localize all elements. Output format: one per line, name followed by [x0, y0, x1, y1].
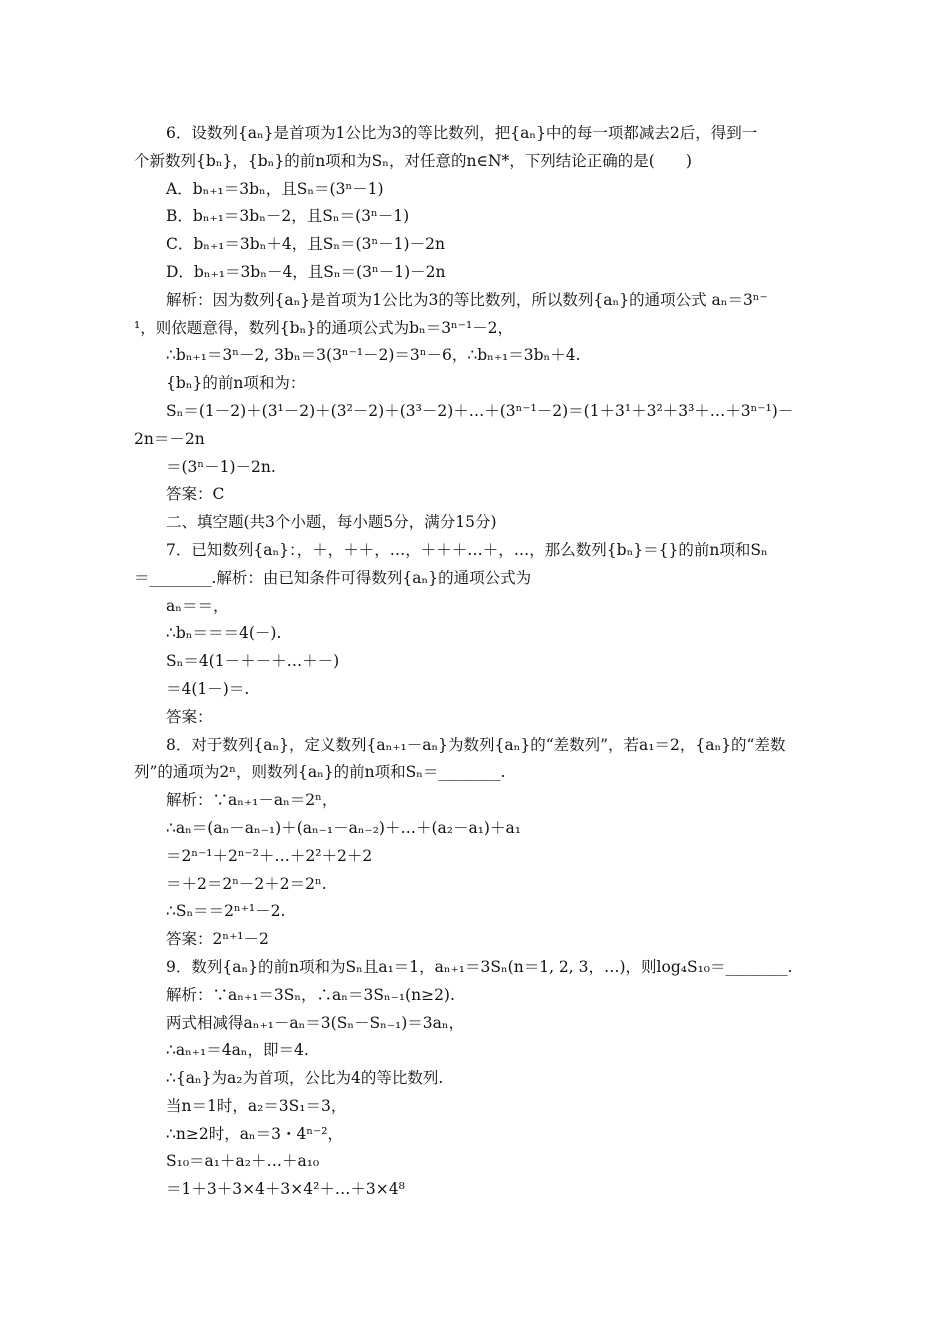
text-line: 解析：∵aₙ₊₁－aₙ＝2ⁿ，: [166, 791, 338, 810]
text-line: ∴aₙ₊₁＝4aₙ，即＝4.: [166, 1041, 309, 1060]
text-line: 解析：因为数列{aₙ}是首项为1公比为3的等比数列，所以数列{aₙ}的通项公式 aₙ＝3ⁿ⁻: [166, 290, 768, 309]
text-line: 当n＝1时，a₂＝3S₁＝3，: [166, 1096, 347, 1115]
text-line: 两式相减得aₙ₊₁－aₙ＝3(Sₙ－Sₙ₋₁)＝3aₙ，: [166, 1013, 465, 1032]
text-line: 答案：2ⁿ⁺¹－2: [166, 930, 269, 949]
text-line: 2n＝－2n: [134, 429, 205, 448]
text-line: 7．已知数列{aₙ}：，＋，＋＋，…，＋＋＋…＋，…，那么数列{bₙ}＝{}的前n项和Sₙ: [166, 540, 768, 559]
text-line: ¹，则依题意得，数列{bₙ}的通项公式为bₙ＝3ⁿ⁻¹－2，: [134, 318, 514, 337]
text-line: S₁₀＝a₁＋a₂＋…＋a₁₀: [166, 1152, 320, 1171]
text-line: 个新数列{bₙ}，{bₙ}的前n项和为Sₙ，对任意的n∈N*，下列结论正确的是( ): [134, 151, 692, 170]
text-line: ＝4(1－)＝.: [166, 679, 250, 698]
text-line: 列”的通项为2ⁿ，则数列{aₙ}的前n项和Sₙ＝________.: [134, 763, 506, 782]
text-line: ∴bₙ₊₁＝3ⁿ－2, 3bₙ＝3(3ⁿ⁻¹－2)＝3ⁿ－6，∴bₙ₊₁＝3bₙ＋4.: [166, 346, 581, 365]
text-line: ∴Sₙ＝＝2ⁿ⁺¹－2.: [166, 902, 286, 921]
text-line: ＝________.解析：由已知条件可得数列{aₙ}的通项公式为: [134, 568, 532, 587]
text-line: 9．数列{aₙ}的前n项和为Sₙ且a₁＝1，aₙ₊₁＝3Sₙ(n＝1, 2, 3，…)，则log₄S₁₀＝________.: [166, 957, 793, 976]
text-line: D．bₙ₊₁＝3bₙ－4，且Sₙ＝(3ⁿ－1)－2n: [166, 262, 446, 281]
document-body: [134, 120, 816, 1204]
text-line: 答案：: [166, 707, 213, 726]
text-line: C．bₙ₊₁＝3bₙ＋4，且Sₙ＝(3ⁿ－1)－2n: [166, 235, 445, 254]
text-line: ＝(3ⁿ－1)－2n.: [166, 457, 276, 476]
text-line: 6．设数列{aₙ}是首项为1公比为3的等比数列，把{aₙ}中的每一项都减去2后，得到一: [166, 124, 758, 142]
text-line: ＝1＋3＋3×4＋3×4²＋…＋3×4⁸: [166, 1180, 405, 1199]
text-line: B．bₙ₊₁＝3bₙ－2，且Sₙ＝(3ⁿ－1): [166, 207, 410, 226]
text-line: {bₙ}的前n项和为：: [166, 374, 306, 393]
text-line: ∴{aₙ}为a₂为首项，公比为4的等比数列.: [166, 1069, 444, 1088]
text-line: Sₙ＝4(1－＋－＋…＋－): [166, 652, 340, 671]
text-line: ∴n≥2时，aₙ＝3・4ⁿ⁻²，: [166, 1124, 343, 1143]
text-line: ＝＋2＝2ⁿ－2＋2＝2ⁿ.: [166, 874, 327, 893]
text-line: 解析：∵aₙ₊₁＝3Sₙ，∴aₙ＝3Sₙ₋₁(n≥2).: [166, 985, 455, 1004]
text-line: aₙ＝＝，: [166, 596, 229, 615]
text-line: 8．对于数列{aₙ}，定义数列{aₙ₊₁－aₙ}为数列{aₙ}的“差数列”，若a₁＝2，{aₙ}的“差数: [166, 735, 786, 754]
text-line: ＝2ⁿ⁻¹＋2ⁿ⁻²＋…＋2²＋2＋2: [166, 846, 373, 865]
text-line: ∴bₙ＝＝＝4(－).: [166, 624, 282, 643]
text-line: 答案：C: [166, 485, 225, 504]
text-line: 二、填空题(共3个小题，每小题5分，满分15分): [166, 513, 497, 532]
text-line: A．bₙ₊₁＝3bₙ，且Sₙ＝(3ⁿ－1): [166, 179, 384, 198]
text-line: Sₙ＝(1－2)＋(3¹－2)＋(3²－2)＋(3³－2)＋…＋(3ⁿ⁻¹－2)＝(1＋3¹＋3²＋3³＋…＋3ⁿ⁻¹)－: [166, 401, 794, 420]
text-line: ∴aₙ＝(aₙ－aₙ₋₁)＋(aₙ₋₁－aₙ₋₂)＋…＋(a₂－a₁)＋a₁: [166, 818, 521, 837]
